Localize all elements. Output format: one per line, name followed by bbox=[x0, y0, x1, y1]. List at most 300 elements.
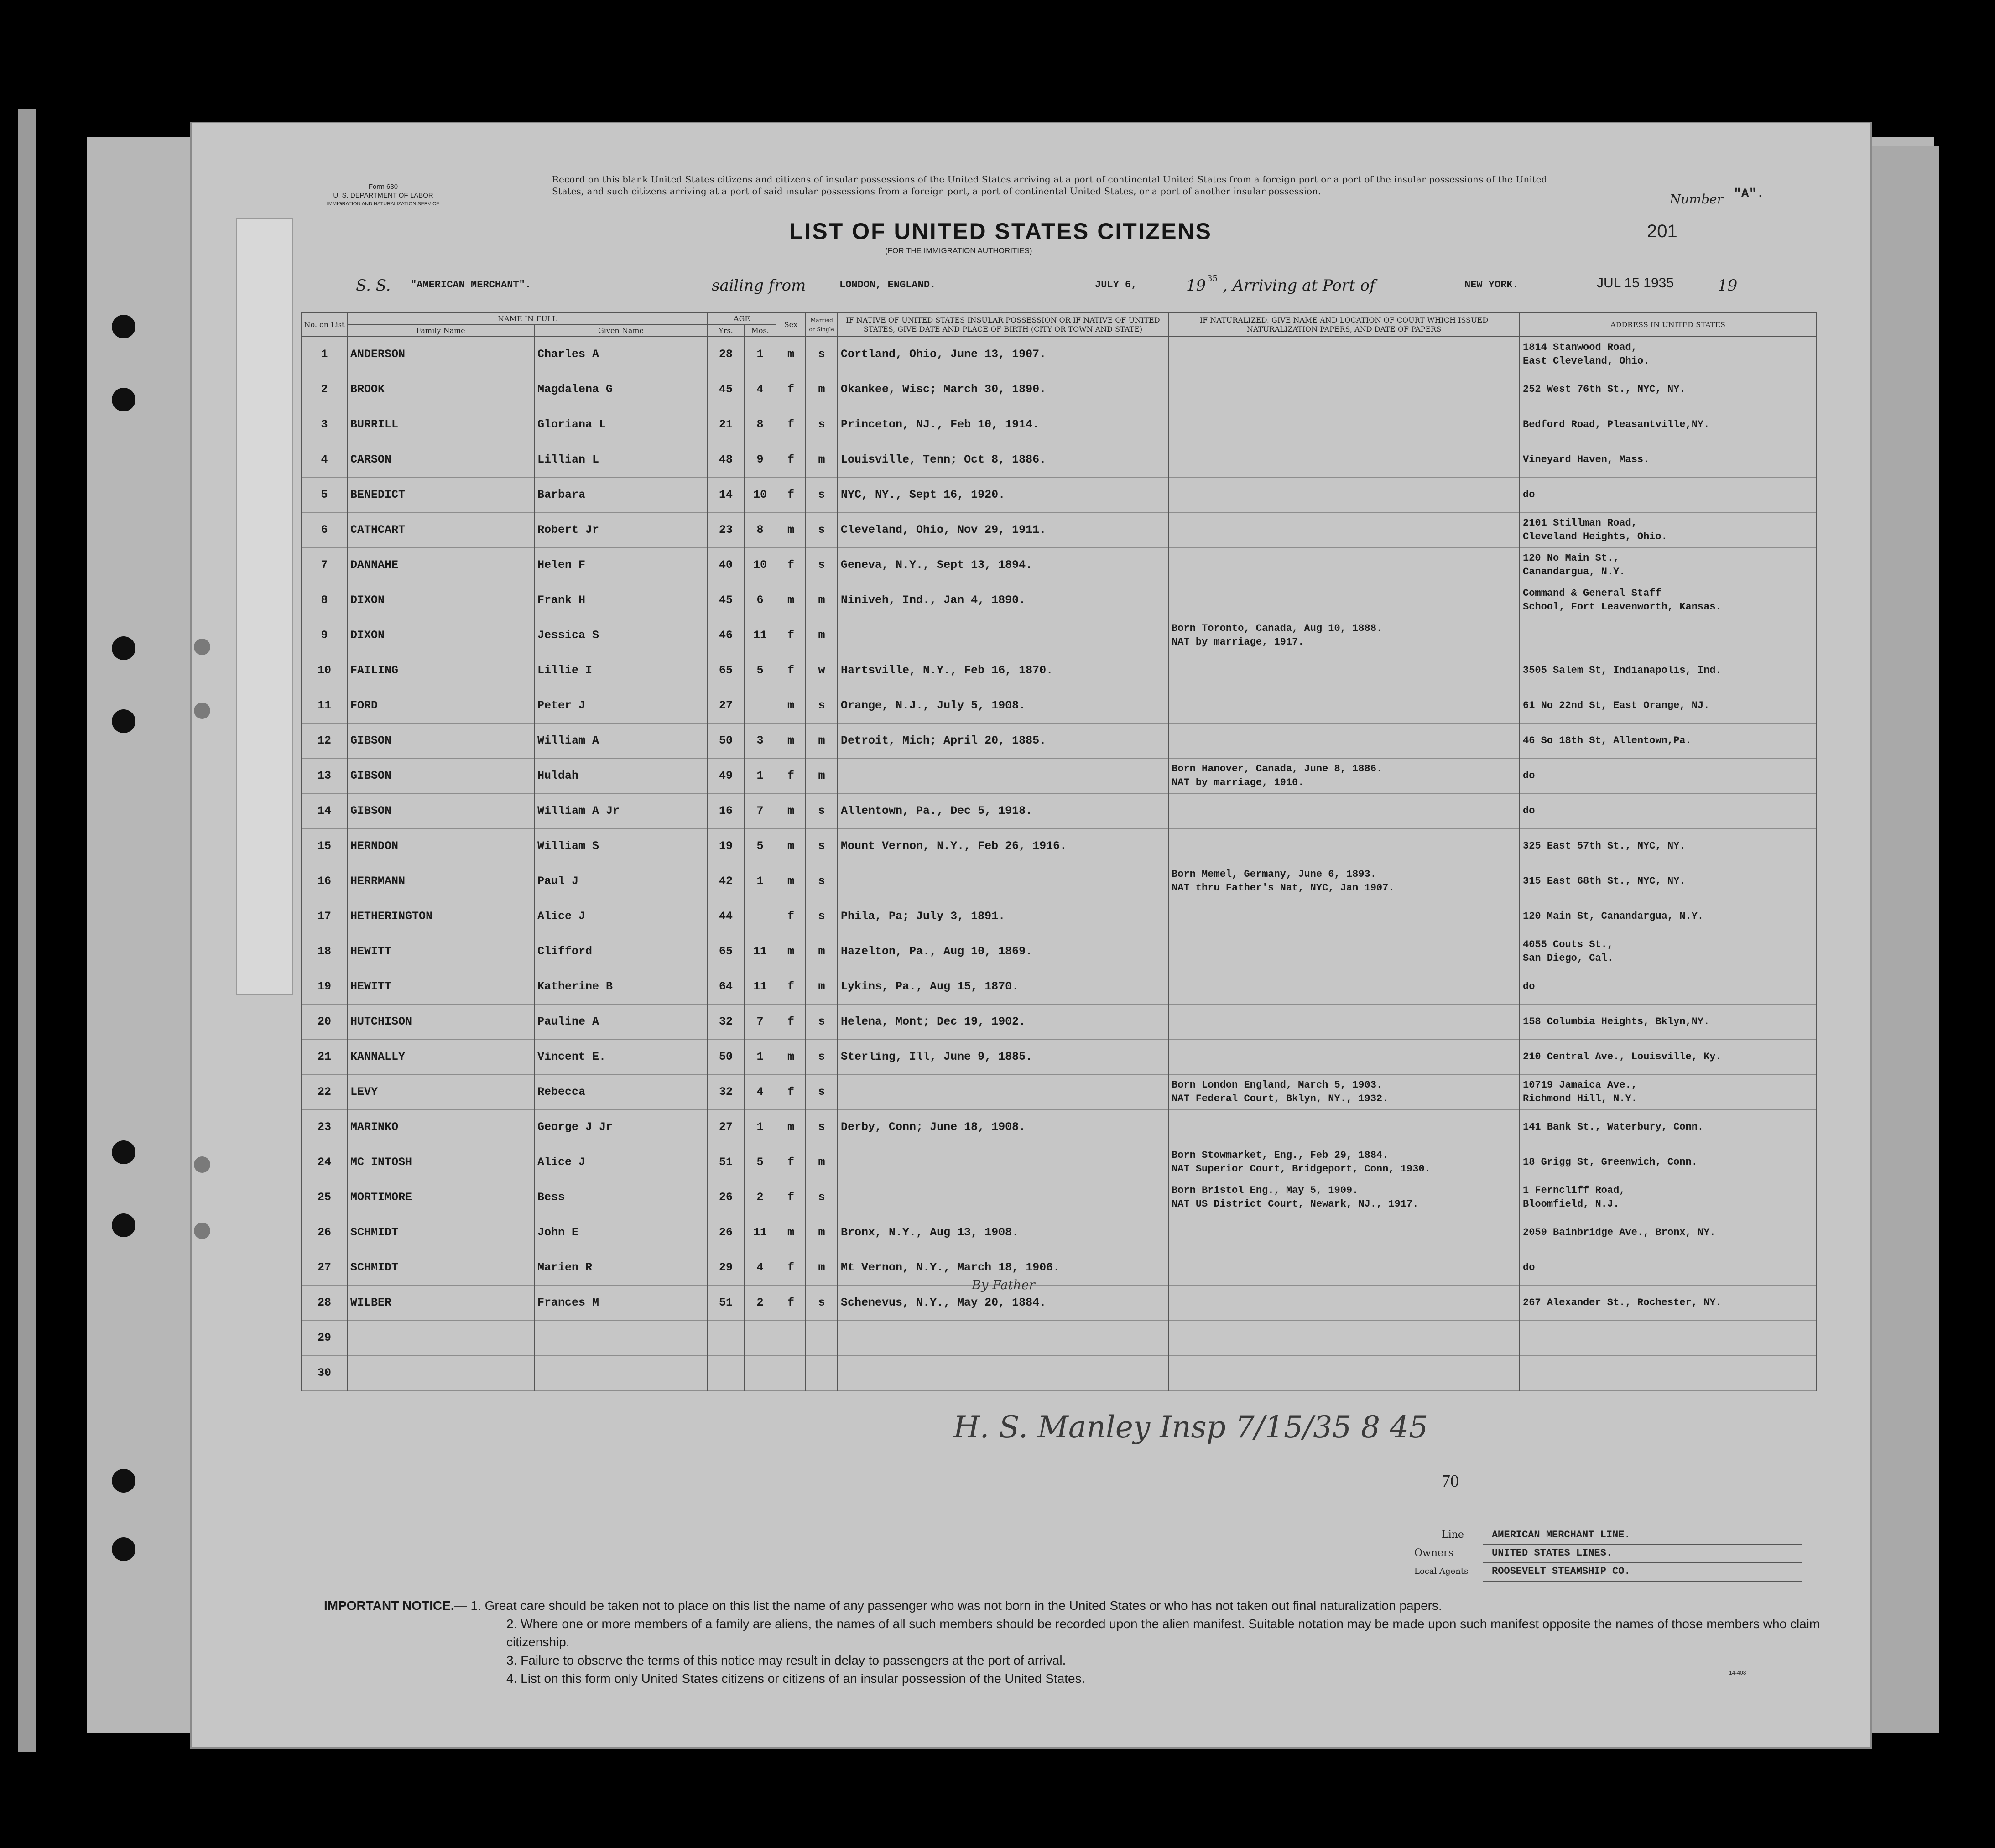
age-months: 1 bbox=[744, 1040, 776, 1075]
birth-info: Cortland, Ohio, June 13, 1907. bbox=[838, 337, 1168, 372]
table-row bbox=[302, 548, 1816, 583]
naturalization-info-line-1: Born Bristol Eng., May 5, 1909. bbox=[1172, 1185, 1359, 1196]
family-name bbox=[347, 1321, 534, 1356]
birth-info: Lykins, Pa., Aug 15, 1870. bbox=[838, 969, 1168, 1005]
row-number: 10 bbox=[302, 653, 347, 688]
row-number: 28 bbox=[302, 1286, 347, 1321]
naturalization-info bbox=[1168, 618, 1520, 653]
notice-item-1: 1. Great care should be taken not to place on this list the name of any passenger who was not born in the United States or who has not taken out final naturalization papers. bbox=[470, 1598, 1442, 1613]
birth-info: Phila, Pa; July 3, 1891. bbox=[838, 899, 1168, 934]
age-months: 10 bbox=[744, 548, 776, 583]
line-label: Line bbox=[1442, 1529, 1464, 1541]
sex: m bbox=[776, 688, 806, 724]
table-row bbox=[302, 1145, 1816, 1180]
naturalization-info bbox=[1168, 1356, 1520, 1391]
adjacent-page-strip bbox=[18, 109, 36, 1752]
marital-status: m bbox=[806, 1145, 838, 1180]
age-years: 40 bbox=[708, 548, 744, 583]
table-row bbox=[302, 513, 1816, 548]
given-name: Barbara bbox=[534, 478, 708, 513]
naturalization-info bbox=[1168, 478, 1520, 513]
footer-line-info bbox=[1414, 1526, 1816, 1581]
us-address bbox=[1520, 724, 1816, 759]
age-years: 32 bbox=[708, 1075, 744, 1110]
page-punch-hole bbox=[194, 639, 210, 655]
age-years: 42 bbox=[708, 864, 744, 899]
age-months: 5 bbox=[744, 653, 776, 688]
sex: f bbox=[776, 969, 806, 1005]
row-number: 4 bbox=[302, 442, 347, 478]
binder-hole bbox=[112, 388, 135, 411]
age-years: 50 bbox=[708, 1040, 744, 1075]
given-name: Pauline A bbox=[534, 1005, 708, 1040]
marital-status: s bbox=[806, 794, 838, 829]
us-address-line-1: 2059 Bainbridge Ave., Bronx, NY. bbox=[1523, 1227, 1716, 1238]
row-number: 16 bbox=[302, 864, 347, 899]
naturalization-info bbox=[1168, 724, 1520, 759]
family-name: SCHMIDT bbox=[347, 1215, 534, 1250]
naturalization-info bbox=[1168, 1040, 1520, 1075]
page-subtitle: (FOR THE IMMIGRATION AUTHORITIES) bbox=[885, 246, 1032, 255]
age-years: 49 bbox=[708, 759, 744, 794]
age-months: 11 bbox=[744, 618, 776, 653]
row-number: 12 bbox=[302, 724, 347, 759]
marital-status: m bbox=[806, 724, 838, 759]
row-number: 11 bbox=[302, 688, 347, 724]
ship-name: "AMERICAN MERCHANT". bbox=[411, 279, 531, 291]
sex: f bbox=[776, 759, 806, 794]
row-number: 17 bbox=[302, 899, 347, 934]
us-address-line-1: do bbox=[1523, 1262, 1535, 1273]
year-tail: 19 bbox=[1718, 276, 1738, 295]
marital-status: m bbox=[806, 969, 838, 1005]
family-name: FAILING bbox=[347, 653, 534, 688]
us-address bbox=[1520, 478, 1816, 513]
sex: f bbox=[776, 899, 806, 934]
line-value: AMERICAN MERCHANT LINE. bbox=[1483, 1526, 1802, 1545]
inspector-signature: H. S. Manley Insp 7/15/35 8 45 bbox=[953, 1410, 1428, 1445]
row-number: 30 bbox=[302, 1356, 347, 1391]
table-row bbox=[302, 1110, 1816, 1145]
family-name: HERRMANN bbox=[347, 864, 534, 899]
age-months: 8 bbox=[744, 513, 776, 548]
marital-status: s bbox=[806, 1110, 838, 1145]
age-years: 46 bbox=[708, 618, 744, 653]
us-address bbox=[1520, 1005, 1816, 1040]
us-address-line-2: Canandargua, N.Y. bbox=[1523, 566, 1625, 578]
us-address-line-1: 120 Main St, Canandargua, N.Y. bbox=[1523, 911, 1704, 922]
given-name: Peter J bbox=[534, 688, 708, 724]
table-row bbox=[302, 864, 1816, 899]
naturalization-info-line-1: Born London England, March 5, 1903. bbox=[1172, 1079, 1383, 1091]
naturalization-info-line-2: NAT by marriage, 1910. bbox=[1172, 777, 1304, 788]
age-months: 2 bbox=[744, 1180, 776, 1215]
col-header-name: NAME IN FULL bbox=[347, 313, 708, 325]
sex: f bbox=[776, 1180, 806, 1215]
birth-info: Geneva, N.Y., Sept 13, 1894. bbox=[838, 548, 1168, 583]
naturalization-info bbox=[1168, 407, 1520, 442]
age-months: 8 bbox=[744, 407, 776, 442]
table-row bbox=[302, 969, 1816, 1005]
row-number: 1 bbox=[302, 337, 347, 372]
family-name: CARSON bbox=[347, 442, 534, 478]
given-name: Paul J bbox=[534, 864, 708, 899]
row-number: 13 bbox=[302, 759, 347, 794]
table-row bbox=[302, 899, 1816, 934]
naturalization-info bbox=[1168, 794, 1520, 829]
age-years: 16 bbox=[708, 794, 744, 829]
handwritten-count: 70 bbox=[1442, 1472, 1459, 1491]
birth-info: Derby, Conn; June 18, 1908. bbox=[838, 1110, 1168, 1145]
naturalization-info-line-2: NAT US District Court, Newark, NJ., 1917. bbox=[1172, 1198, 1419, 1210]
age-months: 3 bbox=[744, 724, 776, 759]
age-years: 65 bbox=[708, 653, 744, 688]
given-name: William S bbox=[534, 829, 708, 864]
handwritten-by-father-note: By Father bbox=[972, 1277, 1035, 1292]
departure-port: LONDON, ENGLAND. bbox=[839, 279, 936, 291]
sex: f bbox=[776, 1145, 806, 1180]
us-address-line-1: 158 Columbia Heights, Bklyn,NY. bbox=[1523, 1016, 1710, 1027]
us-address bbox=[1520, 442, 1816, 478]
birth-info: Okankee, Wisc; March 30, 1890. bbox=[838, 372, 1168, 407]
family-name: HEWITT bbox=[347, 969, 534, 1005]
age-years: 45 bbox=[708, 583, 744, 618]
marital-status: m bbox=[806, 1215, 838, 1250]
table-row bbox=[302, 653, 1816, 688]
birth-info bbox=[838, 864, 1168, 899]
col-header-married: Married or Single bbox=[806, 313, 838, 337]
table-row bbox=[302, 1180, 1816, 1215]
age-years bbox=[708, 1321, 744, 1356]
age-years: 51 bbox=[708, 1145, 744, 1180]
given-name: Katherine B bbox=[534, 969, 708, 1005]
table-row bbox=[302, 1286, 1816, 1321]
naturalization-info bbox=[1168, 1145, 1520, 1180]
row-number: 26 bbox=[302, 1215, 347, 1250]
us-address bbox=[1520, 548, 1816, 583]
us-address bbox=[1520, 513, 1816, 548]
row-number: 27 bbox=[302, 1250, 347, 1286]
family-name: BURRILL bbox=[347, 407, 534, 442]
col-header-sex: Sex bbox=[776, 313, 806, 337]
naturalization-info bbox=[1168, 899, 1520, 934]
table-row bbox=[302, 618, 1816, 653]
row-number: 3 bbox=[302, 407, 347, 442]
sex: m bbox=[776, 1040, 806, 1075]
birth-info bbox=[838, 1356, 1168, 1391]
sex bbox=[776, 1356, 806, 1391]
age-months: 5 bbox=[744, 829, 776, 864]
sex: m bbox=[776, 1110, 806, 1145]
binder-hole bbox=[112, 1469, 135, 1493]
attached-slip bbox=[237, 219, 292, 994]
age-months: 1 bbox=[744, 337, 776, 372]
birth-info: Helena, Mont; Dec 19, 1902. bbox=[838, 1005, 1168, 1040]
marital-status: s bbox=[806, 1180, 838, 1215]
age-years: 27 bbox=[708, 688, 744, 724]
naturalization-info bbox=[1168, 1215, 1520, 1250]
family-name: CATHCART bbox=[347, 513, 534, 548]
age-years: 26 bbox=[708, 1180, 744, 1215]
given-name bbox=[534, 1356, 708, 1391]
age-months bbox=[744, 1321, 776, 1356]
us-address-line-1: Vineyard Haven, Mass. bbox=[1523, 454, 1650, 465]
birth-info bbox=[838, 1180, 1168, 1215]
table-row bbox=[302, 1321, 1816, 1356]
page-punch-hole bbox=[194, 1156, 210, 1173]
naturalization-info bbox=[1168, 688, 1520, 724]
us-address bbox=[1520, 934, 1816, 969]
us-address bbox=[1520, 1250, 1816, 1286]
row-number: 25 bbox=[302, 1180, 347, 1215]
naturalization-info bbox=[1168, 934, 1520, 969]
birth-info: Allentown, Pa., Dec 5, 1918. bbox=[838, 794, 1168, 829]
table-row bbox=[302, 1005, 1816, 1040]
birth-info: Cleveland, Ohio, Nov 29, 1911. bbox=[838, 513, 1168, 548]
us-address-line-1: 210 Central Ave., Louisville, Ky. bbox=[1523, 1051, 1722, 1062]
notice-item-3: 3. Failure to observe the terms of this notice may result in delay to passengers at the port of arrival. bbox=[506, 1653, 1066, 1667]
row-number: 9 bbox=[302, 618, 347, 653]
agents-value: ROOSEVELT STEAMSHIP CO. bbox=[1483, 1562, 1802, 1582]
marital-status: m bbox=[806, 372, 838, 407]
age-months: 2 bbox=[744, 1286, 776, 1321]
age-months: 7 bbox=[744, 1005, 776, 1040]
table-row bbox=[302, 724, 1816, 759]
col-header-family-name: Family Name bbox=[347, 325, 534, 337]
naturalization-info bbox=[1168, 1005, 1520, 1040]
sex: m bbox=[776, 724, 806, 759]
age-years: 29 bbox=[708, 1250, 744, 1286]
us-address-line-2: Bloomfield, N.J. bbox=[1523, 1198, 1620, 1210]
us-address bbox=[1520, 829, 1816, 864]
year-prefix: 19 bbox=[1186, 276, 1206, 295]
arriving-label: , Arriving at Port of bbox=[1223, 276, 1375, 295]
row-number: 24 bbox=[302, 1145, 347, 1180]
form-identification bbox=[310, 182, 456, 208]
naturalization-info bbox=[1168, 442, 1520, 478]
sex: f bbox=[776, 407, 806, 442]
sex: f bbox=[776, 478, 806, 513]
age-years: 50 bbox=[708, 724, 744, 759]
given-name: Helen F bbox=[534, 548, 708, 583]
birth-info: Mount Vernon, N.Y., Feb 26, 1916. bbox=[838, 829, 1168, 864]
naturalization-info bbox=[1168, 337, 1520, 372]
given-name: Charles A bbox=[534, 337, 708, 372]
us-address-line-1: 10719 Jamaica Ave., bbox=[1523, 1079, 1637, 1091]
birth-info: Princeton, NJ., Feb 10, 1914. bbox=[838, 407, 1168, 442]
table-row bbox=[302, 372, 1816, 407]
given-name: William A Jr bbox=[534, 794, 708, 829]
col-header-given-name: Given Name bbox=[534, 325, 708, 337]
us-address bbox=[1520, 372, 1816, 407]
notice-item-2: 2. Where one or more members of a family are aliens, the names of all such members should be recorded upon the alien manifest. Suitable notation may be made upon such manifest opposite the names of those members who claim citizenship. bbox=[506, 1617, 1820, 1649]
manifest-table-wrapper bbox=[301, 312, 1816, 1535]
given-name: Marien R bbox=[534, 1250, 708, 1286]
given-name: Gloriana L bbox=[534, 407, 708, 442]
given-name: Huldah bbox=[534, 759, 708, 794]
sex: m bbox=[776, 934, 806, 969]
family-name: MC INTOSH bbox=[347, 1145, 534, 1180]
birth-info: Louisville, Tenn; Oct 8, 1886. bbox=[838, 442, 1168, 478]
birth-info: NYC, NY., Sept 16, 1920. bbox=[838, 478, 1168, 513]
ss-label: S. S. bbox=[356, 276, 391, 295]
naturalization-info-line-1: Born Stowmarket, Eng., Feb 29, 1884. bbox=[1172, 1150, 1389, 1161]
naturalization-info-line-2: NAT Federal Court, Bklyn, NY., 1932. bbox=[1172, 1093, 1389, 1104]
age-months: 7 bbox=[744, 794, 776, 829]
age-months bbox=[744, 899, 776, 934]
binder-hole bbox=[112, 709, 135, 733]
marital-status bbox=[806, 1356, 838, 1391]
col-header-birth: IF NATIVE OF UNITED STATES INSULAR POSSESSION OR IF NATIVE OF UNITED STATES, GIVE DATE AND PLACE OF BIRTH (CITY OR TOWN AND STATE) bbox=[838, 313, 1168, 337]
naturalization-info-line-1: Born Memel, Germany, June 6, 1893. bbox=[1172, 869, 1376, 880]
family-name: HEWITT bbox=[347, 934, 534, 969]
table-row bbox=[302, 794, 1816, 829]
family-name: DIXON bbox=[347, 618, 534, 653]
sex: f bbox=[776, 372, 806, 407]
number-label: Number bbox=[1670, 192, 1723, 207]
age-years: 44 bbox=[708, 899, 744, 934]
col-header-yrs: Yrs. bbox=[708, 325, 744, 337]
manifest-rows bbox=[302, 337, 1816, 1391]
sex: f bbox=[776, 653, 806, 688]
given-name: Lillie I bbox=[534, 653, 708, 688]
birth-info: Detroit, Mich; April 20, 1885. bbox=[838, 724, 1168, 759]
us-address-line-1: 4055 Couts St., bbox=[1523, 939, 1614, 950]
sex: f bbox=[776, 442, 806, 478]
us-address bbox=[1520, 759, 1816, 794]
us-address-line-1: do bbox=[1523, 981, 1535, 992]
us-address bbox=[1520, 653, 1816, 688]
number-value: "A". bbox=[1734, 187, 1765, 201]
marital-status: m bbox=[806, 759, 838, 794]
birth-info: Hazelton, Pa., Aug 10, 1869. bbox=[838, 934, 1168, 969]
table-row bbox=[302, 407, 1816, 442]
row-number: 18 bbox=[302, 934, 347, 969]
age-months bbox=[744, 1356, 776, 1391]
us-address bbox=[1520, 407, 1816, 442]
given-name: John E bbox=[534, 1215, 708, 1250]
marital-status: m bbox=[806, 618, 838, 653]
age-months: 4 bbox=[744, 372, 776, 407]
age-years: 26 bbox=[708, 1215, 744, 1250]
binder-hole bbox=[112, 315, 135, 338]
marital-status: m bbox=[806, 442, 838, 478]
family-name: WILBER bbox=[347, 1286, 534, 1321]
birth-info: Niniveh, Ind., Jan 4, 1890. bbox=[838, 583, 1168, 618]
table-row bbox=[302, 583, 1816, 618]
sex: m bbox=[776, 1215, 806, 1250]
marital-status: s bbox=[806, 829, 838, 864]
page-title: LIST OF UNITED STATES CITIZENS bbox=[789, 219, 1213, 244]
family-name: HERNDON bbox=[347, 829, 534, 864]
age-months: 11 bbox=[744, 969, 776, 1005]
us-address bbox=[1520, 899, 1816, 934]
family-name: LEVY bbox=[347, 1075, 534, 1110]
age-years: 14 bbox=[708, 478, 744, 513]
us-address-line-1: 325 East 57th St., NYC, NY. bbox=[1523, 840, 1686, 852]
family-name: KANNALLY bbox=[347, 1040, 534, 1075]
family-name: HUTCHISON bbox=[347, 1005, 534, 1040]
age-years: 48 bbox=[708, 442, 744, 478]
age-months: 11 bbox=[744, 1215, 776, 1250]
age-years: 23 bbox=[708, 513, 744, 548]
table-row bbox=[302, 1250, 1816, 1286]
table-row bbox=[302, 829, 1816, 864]
family-name: FORD bbox=[347, 688, 534, 724]
year-suffix: 35 bbox=[1207, 274, 1218, 283]
binder-hole bbox=[112, 1537, 135, 1561]
marital-status: s bbox=[806, 899, 838, 934]
owners-value: UNITED STATES LINES. bbox=[1483, 1544, 1802, 1563]
age-years: 28 bbox=[708, 337, 744, 372]
marital-status: s bbox=[806, 1040, 838, 1075]
us-address bbox=[1520, 1110, 1816, 1145]
age-years: 19 bbox=[708, 829, 744, 864]
us-address bbox=[1520, 969, 1816, 1005]
naturalization-info bbox=[1168, 548, 1520, 583]
marital-status: s bbox=[806, 688, 838, 724]
given-name: Jessica S bbox=[534, 618, 708, 653]
birth-info: Orange, N.J., July 5, 1908. bbox=[838, 688, 1168, 724]
birth-info: Mt Vernon, N.Y., March 18, 1906. bbox=[838, 1250, 1168, 1286]
notice-line-1: IMPORTANT NOTICE.— 1. Great care should be taken not to place on this list the name of any passenger who was not born in the United States or who has not taken out final naturalization papers. bbox=[324, 1598, 1442, 1613]
given-name: Vincent E. bbox=[534, 1040, 708, 1075]
owners-label: Owners bbox=[1414, 1547, 1453, 1559]
col-header-address: ADDRESS IN UNITED STATES bbox=[1520, 313, 1816, 337]
stamped-number: 201 bbox=[1647, 221, 1677, 241]
age-years: 64 bbox=[708, 969, 744, 1005]
age-years: 32 bbox=[708, 1005, 744, 1040]
marital-status: s bbox=[806, 1286, 838, 1321]
given-name: Alice J bbox=[534, 899, 708, 934]
row-number: 6 bbox=[302, 513, 347, 548]
row-number: 20 bbox=[302, 1005, 347, 1040]
family-name bbox=[347, 1356, 534, 1391]
us-address-line-1: 61 No 22nd St, East Orange, NJ. bbox=[1523, 700, 1710, 711]
page-punch-hole bbox=[194, 703, 210, 719]
given-name: Frank H bbox=[534, 583, 708, 618]
table-row bbox=[302, 337, 1816, 372]
naturalization-info bbox=[1168, 1286, 1520, 1321]
table-row bbox=[302, 442, 1816, 478]
row-number: 15 bbox=[302, 829, 347, 864]
table-row bbox=[302, 1075, 1816, 1110]
arrival-date-stamp: JUL 15 1935 bbox=[1597, 276, 1674, 291]
birth-info: Sterling, Ill, June 9, 1885. bbox=[838, 1040, 1168, 1075]
naturalization-info-line-1: Born Toronto, Canada, Aug 10, 1888. bbox=[1172, 623, 1383, 634]
sex: m bbox=[776, 513, 806, 548]
table-row bbox=[302, 688, 1816, 724]
us-address bbox=[1520, 618, 1816, 653]
us-address bbox=[1520, 1075, 1816, 1110]
row-number: 8 bbox=[302, 583, 347, 618]
age-months: 4 bbox=[744, 1075, 776, 1110]
table-row bbox=[302, 759, 1816, 794]
age-months: 1 bbox=[744, 1110, 776, 1145]
form-number: Form 630 bbox=[368, 183, 398, 191]
row-number: 23 bbox=[302, 1110, 347, 1145]
age-months: 4 bbox=[744, 1250, 776, 1286]
marital-status: s bbox=[806, 407, 838, 442]
family-name: GIBSON bbox=[347, 794, 534, 829]
table-row bbox=[302, 478, 1816, 513]
birth-info bbox=[838, 759, 1168, 794]
us-address-line-1: 46 So 18th St, Allentown,Pa. bbox=[1523, 735, 1692, 746]
age-months bbox=[744, 688, 776, 724]
us-address bbox=[1520, 794, 1816, 829]
agents-label: Local Agents bbox=[1414, 1567, 1469, 1576]
sex: f bbox=[776, 1005, 806, 1040]
